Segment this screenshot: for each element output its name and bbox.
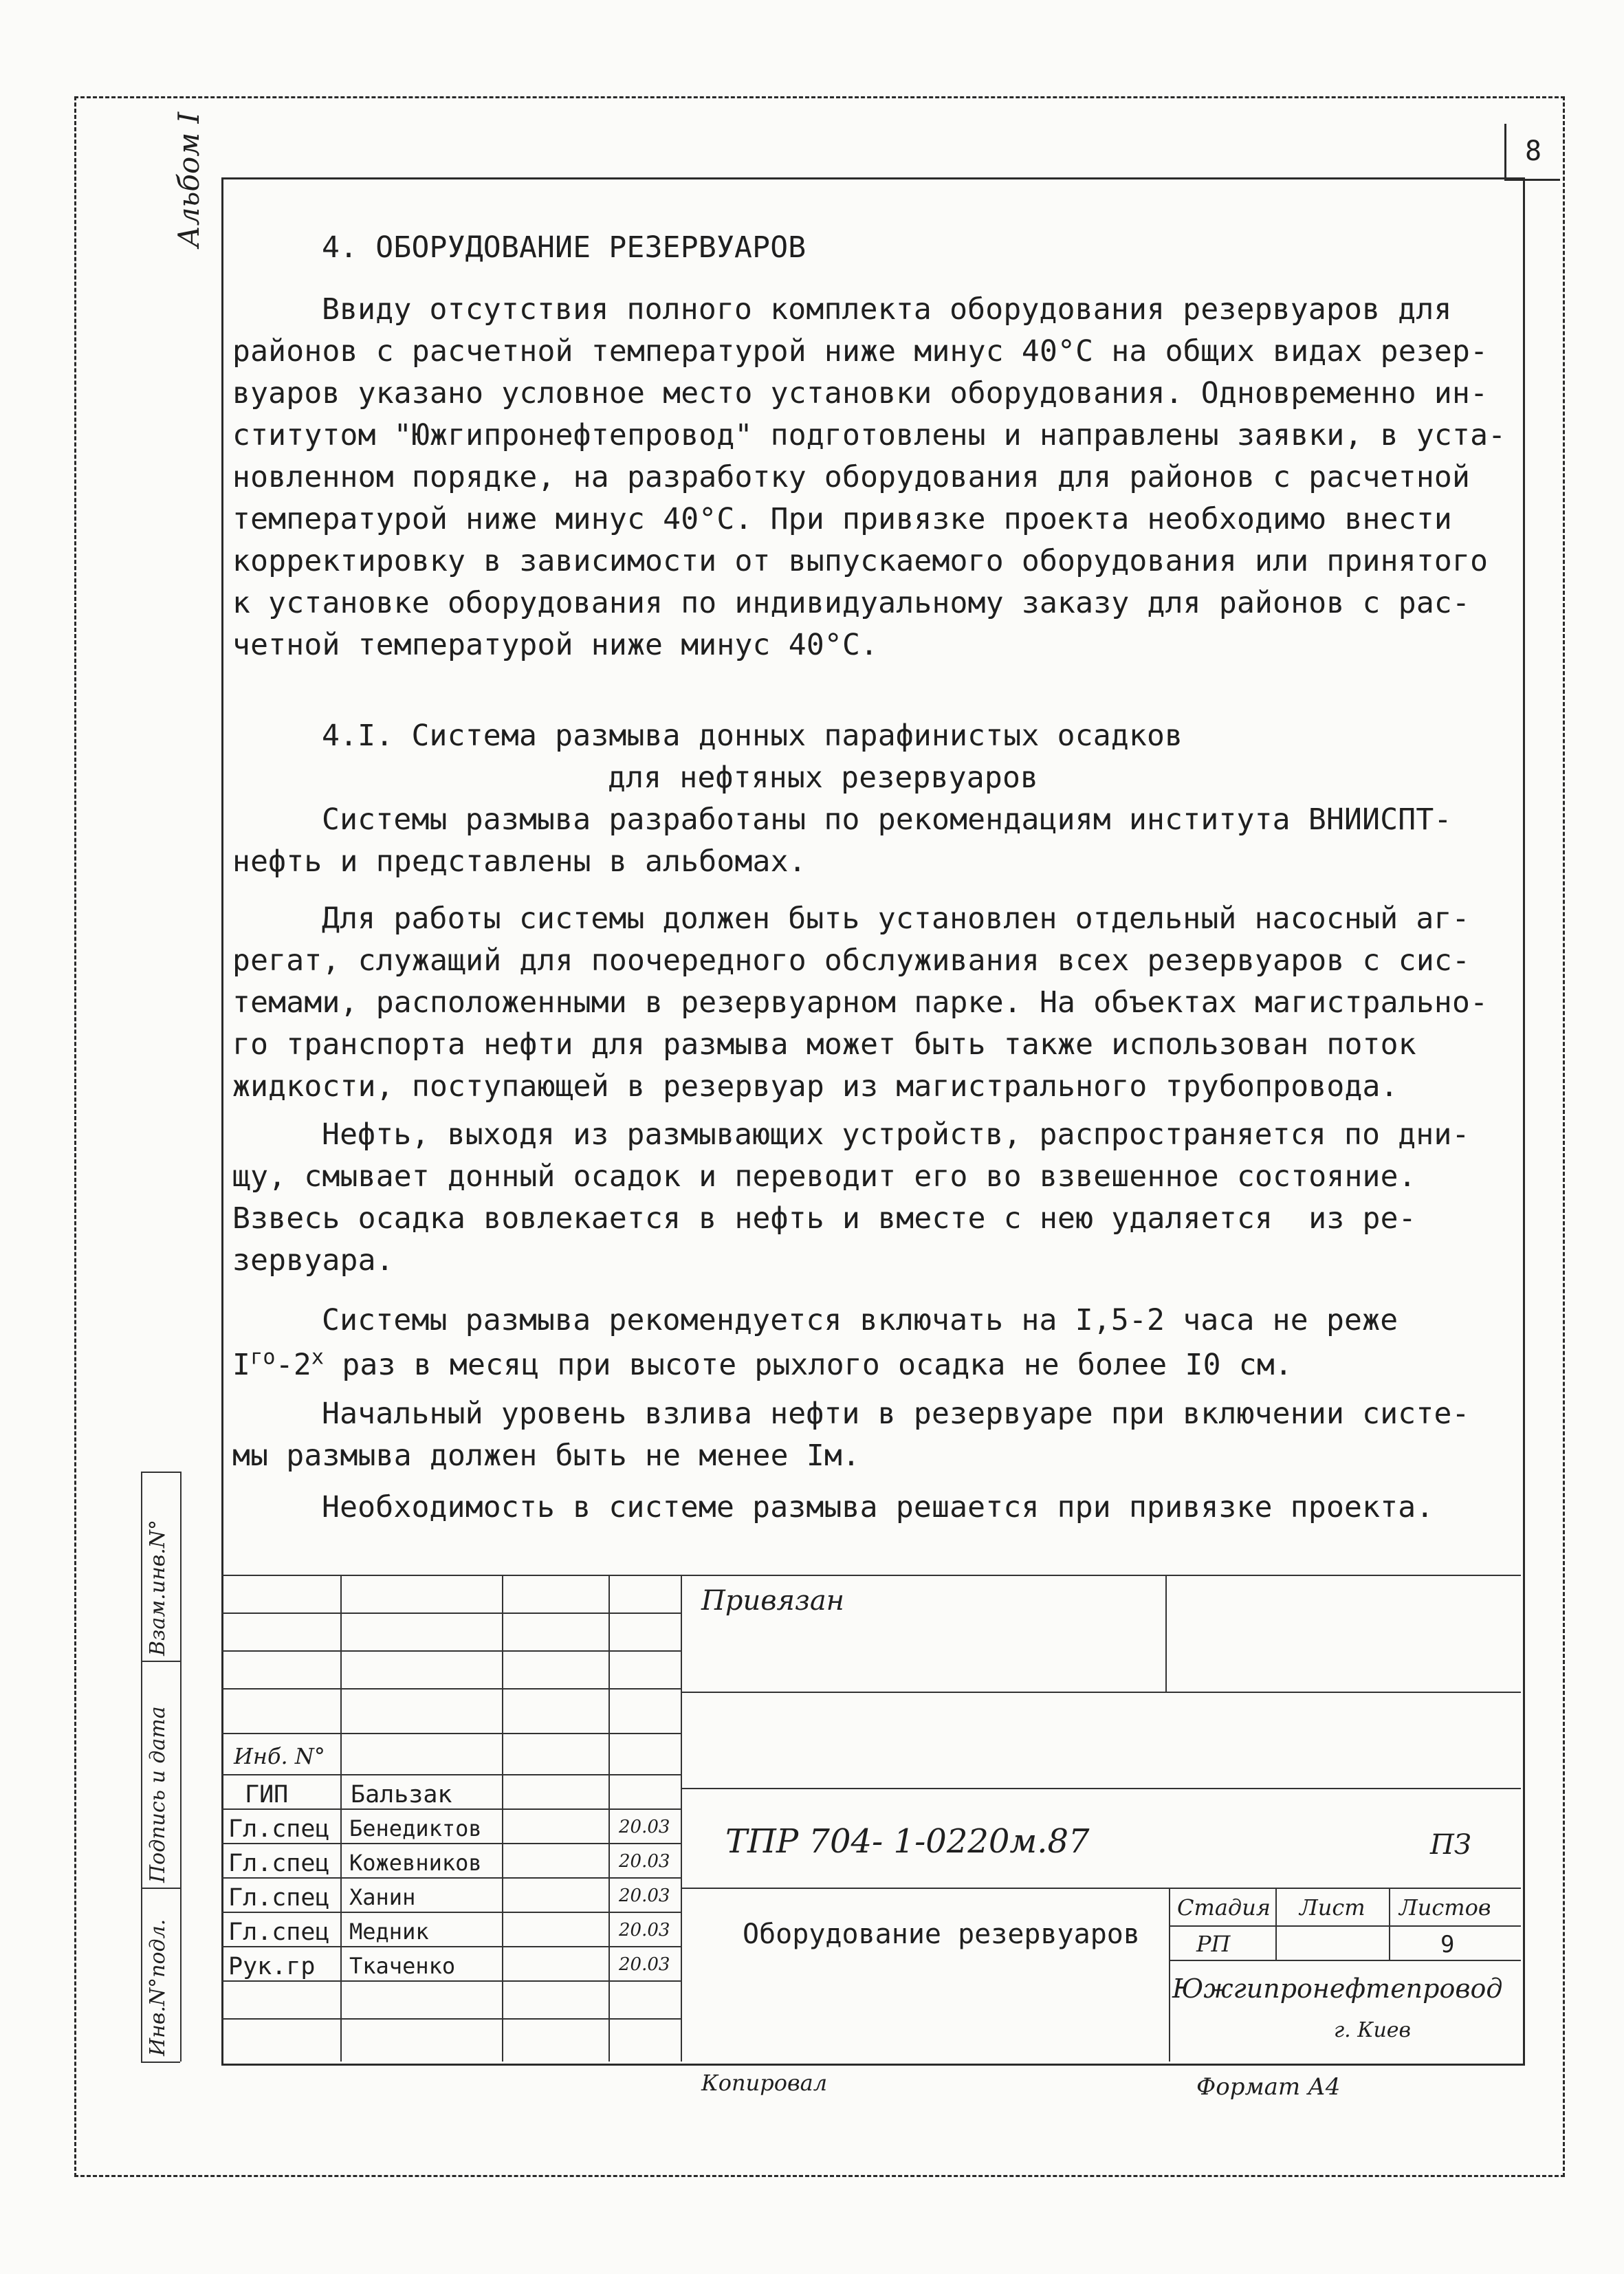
privyazan-label: Привязан: [701, 1585, 845, 1617]
date-row: 20.03: [619, 1851, 670, 1872]
para2-line: го транспорта нефти для размыва может быть также использован поток: [232, 1027, 1416, 1062]
stage-value: РП: [1196, 1931, 1231, 1957]
sheet-number: 8: [1504, 124, 1560, 181]
para1-line: нефть и представлены в альбомах.: [232, 844, 806, 879]
role-row: Гл.спец: [228, 1850, 330, 1877]
para3-line: зервуара.: [232, 1243, 394, 1278]
para1-line: Системы размыва разработаны по рекомендациям института ВНИИСПТ-: [322, 802, 1452, 837]
section-heading: 4. ОБОРУДОВАНИЕ РЕЗЕРВУАРОВ: [322, 230, 806, 265]
intro-line: к установке оборудования по индивидуальному заказу для районов с рас-: [232, 586, 1471, 620]
subsection-heading-line1: 4.I. Система размыва донных парафинистых осадков: [322, 719, 1183, 753]
name-row: Ткаченко: [349, 1953, 456, 1979]
intro-line: корректировку в зависимости от выпускаемого оборудования или принятого: [232, 544, 1489, 578]
organization-name: Южгипронефтепровод: [1172, 1974, 1503, 2004]
stage-header: Стадия: [1177, 1894, 1271, 1921]
document-title: Оборудование резервуаров: [743, 1918, 1140, 1950]
para2-line: регат, служащий для поочередного обслуживания всех резервуаров с сис-: [232, 943, 1471, 978]
intro-line: районов с расчетной температурой ниже минус 40°С на общих видах резер-: [232, 334, 1489, 369]
organization-city: г. Киев: [1334, 2018, 1411, 2042]
intro-line: вуаров указано условное место установки оборудования. Одновременно ин-: [232, 376, 1489, 411]
date-row: 20.03: [619, 1954, 670, 1975]
sheets-header: Листов: [1399, 1894, 1491, 1921]
intro-line: температурой ниже минус 40°С. При привязке проекта необходимо внести: [232, 502, 1452, 536]
date-row: 20.03: [619, 1885, 670, 1906]
name-row: Медник: [349, 1918, 429, 1945]
para4-line1: Системы размыва рекомендуется включать на I,5-2 часа не реже: [322, 1303, 1398, 1337]
intro-line: четной температурой ниже минус 40°С.: [232, 628, 879, 662]
intro-line: ститутом "Южгипронефтепровод" подготовлены и направлены заявки, в уста-: [232, 418, 1506, 452]
side-stamp-podpis-data: Подпись и дата: [146, 1706, 170, 1883]
para6-line: Необходимость в системе размыва решается при привязке проекта.: [322, 1490, 1434, 1524]
name-row: Ханин: [349, 1884, 416, 1910]
role-row: Рук.гр: [228, 1953, 316, 1980]
intro-line: Ввиду отсутствия полного комплекта оборудования резервуаров для: [322, 292, 1452, 327]
album-label: Альбом I: [172, 111, 206, 248]
intro-line: новленном порядке, на разработку оборудования для районов с расчетной: [232, 460, 1471, 494]
para4-line2: [232, 1344, 1525, 1387]
para2-line: жидкости, поступающей в резервуар из магистрального трубопровода.: [232, 1069, 1398, 1104]
side-stamp-vzam-inv: Взам.инв.N°: [146, 1519, 170, 1656]
para4-line2-post: раз в месяц при высоте рыхлого осадка не более I0 см.: [324, 1348, 1293, 1382]
role-row: Гл.спец: [228, 1918, 330, 1946]
format-label: Формат А4: [1196, 2073, 1341, 2101]
name-row: Кожевников: [349, 1850, 482, 1876]
date-row: 20.03: [619, 1920, 670, 1940]
inv-no-label: Инб. N°: [234, 1743, 325, 1769]
para4-line2-pre: I: [232, 1348, 251, 1382]
document-type: ПЗ: [1430, 1829, 1471, 1861]
role-row: Гл.спец: [228, 1815, 330, 1843]
para4-line2-mid: -2: [275, 1348, 311, 1382]
para4-line2-sup1: го: [250, 1345, 276, 1370]
side-stamp-inv-podl: Инв.N°подл.: [146, 1918, 170, 2056]
name-gip: Бальзак: [351, 1781, 452, 1808]
para2-line: Для работы системы должен быть установлен отдельный насосный аг-: [322, 901, 1470, 936]
subsection-heading-line2: для нефтяных резервуаров: [608, 761, 1039, 795]
name-row: Бенедиктов: [349, 1815, 482, 1841]
role-row: Гл.спец: [228, 1884, 330, 1912]
sheet-header: Лист: [1299, 1894, 1365, 1921]
para4-line2-sup2: х: [311, 1345, 325, 1370]
para2-line: темами, расположенными в резервуарном парке. На объектах магистрально-: [232, 985, 1489, 1020]
para5-line: мы размыва должен быть не менее Iм.: [232, 1439, 861, 1473]
para5-line: Начальный уровень взлива нефти в резервуаре при включении систе-: [322, 1397, 1470, 1431]
role-gip: ГИП: [245, 1781, 289, 1808]
document-code: ТПР 704- 1-0220м.87: [725, 1822, 1090, 1861]
para3-line: Нефть, выходя из размывающих устройств, распространяется по дни-: [322, 1117, 1470, 1152]
para3-line: щу, смывает донный осадок и переводит его во взвешенное состояние.: [232, 1159, 1416, 1194]
para3-line: Взвесь осадка вовлекается в нефть и вместе с нею удаляется из ре-: [232, 1201, 1416, 1236]
sheets-value: 9: [1440, 1931, 1455, 1958]
date-row: 20.03: [619, 1817, 670, 1837]
copied-label: Копировал: [701, 2070, 828, 2096]
